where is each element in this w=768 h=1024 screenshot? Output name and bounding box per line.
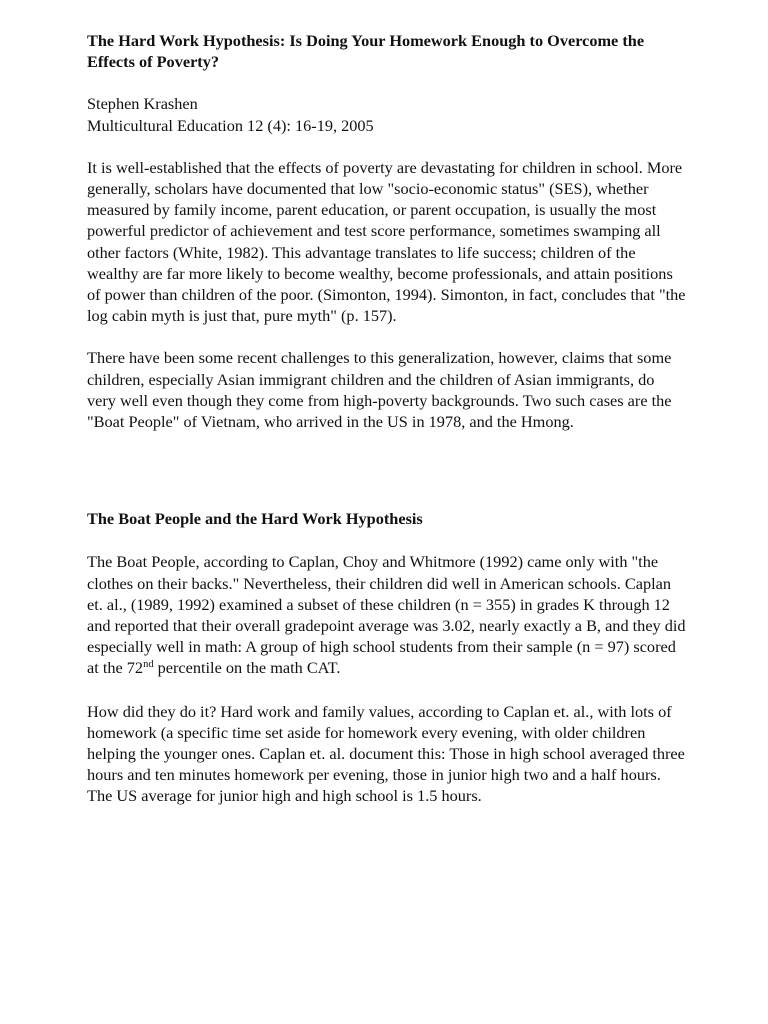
ordinal-suffix: nd — [143, 659, 154, 671]
paragraph-intro: It is well-established that the effects of poverty are devastating for children in school. More generally, scholars have documented that low "socio-economic status" (SES), whether measured by family income, parent education, or parent occupation, is usually the most powerful predictor of achievement and test score performance, sometimes swamping all other factors (White, 1982). This advantage translates to life success; children of the wealthy are far more likely to become wealthy, become professionals, and attain positions of power than children of the poor. (Simonton, 1994). Simonton, in fact, concludes that "the log cabin myth is just that, pure myth" (p. 157). — [87, 157, 686, 326]
section-heading: The Boat People and the Hard Work Hypothesis — [87, 509, 423, 529]
publication-citation: Multicultural Education 12 (4): 16-19, 2005 — [87, 115, 374, 135]
paragraph-challenges: There have been some recent challenges to this generalization, however, claims that some children, especially Asian immigrant children and the children of Asian immigrants, do very well even though they come from high-poverty backgrounds. Two such cases are the "Boat People" of Vietnam, who arrived in the US in 1978, and the Hmong. — [87, 348, 672, 432]
document-title: The Hard Work Hypothesis: Is Doing Your Homework Enough to Overcome the Effects of Poverty? — [87, 31, 645, 72]
paragraph-homework: How did they do it? Hard work and family values, according to Caplan et. al., with lots of homework (a specific time set aside for homework every evening, with older children helping the younger ones. Caplan et. al. document this: Those in high school averaged three hours and ten minutes homework per evening, those in junior high two and a half hours. The US average for junior high and high school is 1.5 hours. — [87, 701, 685, 806]
paragraph-boat-people-end: percentile on the math CAT. — [153, 658, 341, 678]
paragraph-boat-people — [87, 551, 687, 678]
paragraph-boat-people-text: The Boat People, according to Caplan, Choy and Whitmore (1992) came only with "the clothes on their backs." Nevertheless, their children did well in American schools. Caplan et. al., (1989, 1992) examined a subset of these children (n = 355) in grades K through 12 and reported that their overall gradepoint average was 3.02, nearly exactly a B, and they did especially well in math: A group of high school students from their sample (n = 97) scored at the 72 — [87, 552, 686, 678]
author-block — [87, 93, 687, 135]
author-name: Stephen Krashen — [87, 94, 198, 114]
document-page — [87, 30, 687, 807]
